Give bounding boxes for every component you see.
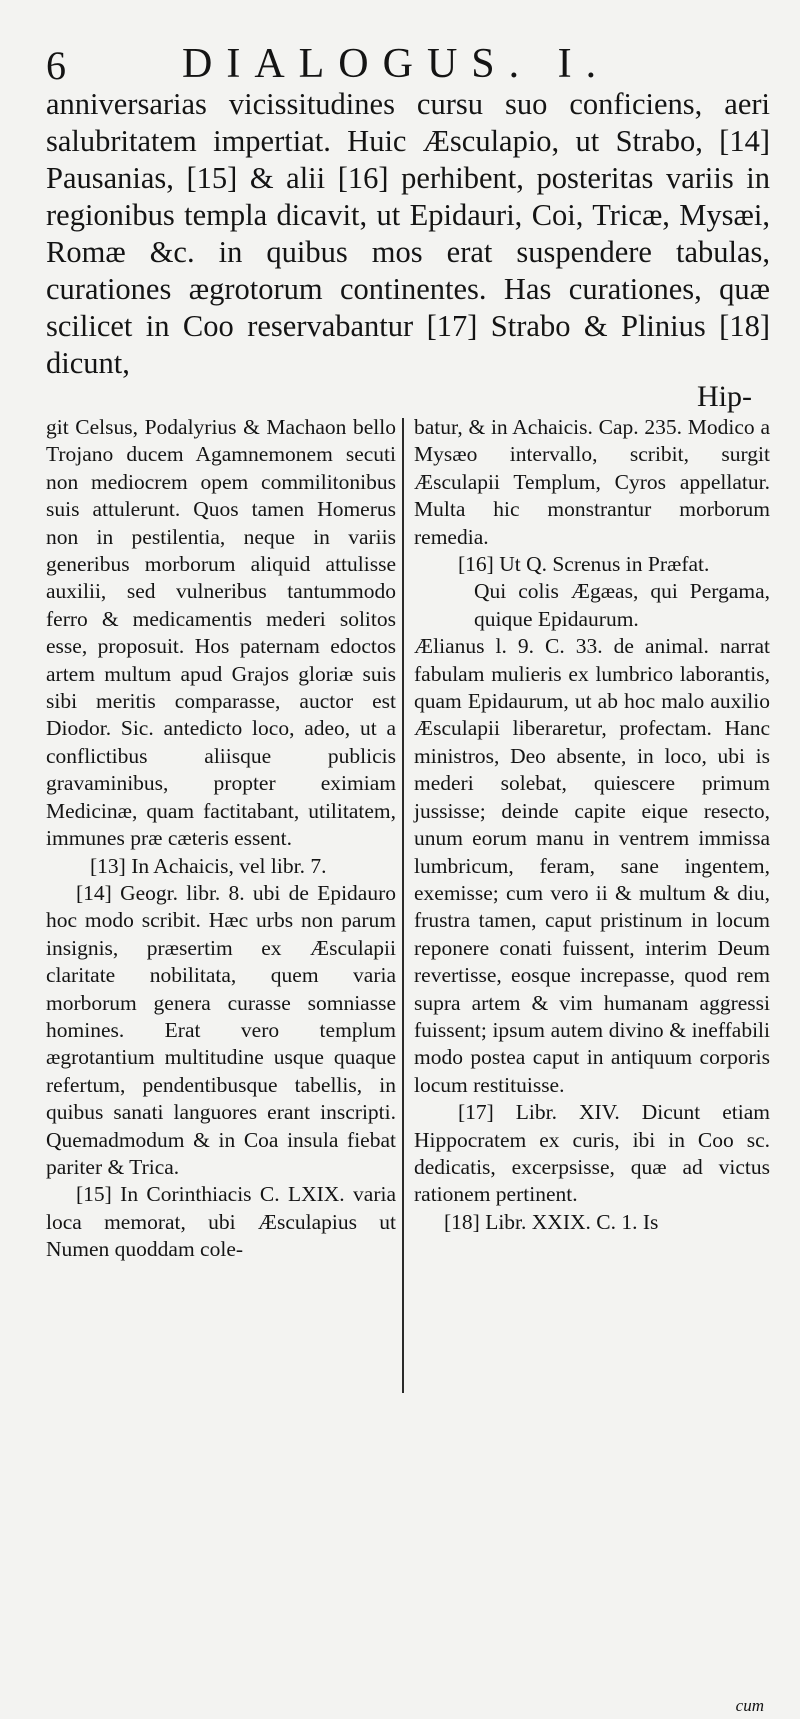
- footnote-16: [16] Ut Q. Screnus in Præfat.: [458, 552, 710, 577]
- footnote-15: [15] In Corinthiacis C. LXIX. varia loca memorat, ubi Æsculapius ut Numen quoddam cole-: [46, 1182, 396, 1262]
- footnote-14: [14] Geogr. libr. 8. ubi de Epidauro hoc modo scribit. Hæc urbs non parum insignis, præsertim ex Æsculapii claritate nobilitata, quem varia morborum genera curasse somniasse homines. Erat vero templum ægrotantium multitudine usque quaque refertum, pendentibusque tabellis, in quibus sanati languores erant inscripti. Quemadmodum & in Coa insula fiebat pariter & Trica.: [46, 880, 396, 1179]
- footnote-18: [18] Libr. XXIX. C. 1. Is: [444, 1209, 659, 1234]
- page-number: 6: [46, 43, 66, 88]
- footnote-16-text: Ælianus l. 9. C. 33. de animal. narrat fabulam mulieris ex lumbrico laborantis, quam Epidaurum, ut ab hoc malo auxilio Æsculapii liberaretur, profectam. Hanc ministros, Deo absente, in loco, ubi is mederi solebat, quiescere primum jussisse; deinde capite eique resecto, unum eorum manu in ventrem immissa lumbricum, feram, sane ingentem, exemisse; cum vero ii & multum & diu, frustra tamen, caput pristinum in locum reponere conati fuissent, interim Deum revertisse, eosque increpasse, quod rem supra artem & vim humanam aggressi fuissent; ipsum autem divino & ineffabili modo postea caput in antiquum corporis locum restituisse.: [414, 634, 770, 1097]
- footnote-17: [17] Libr. XIV. Dicunt etiam Hippocratem ex curis, ibi in Coo sc. dedicatis, excerpsisse, quæ ad victus rationem pertinent.: [414, 1100, 770, 1207]
- column-divider: [402, 418, 404, 1393]
- running-title: DIALOGUS. I.: [182, 41, 611, 87]
- page-header: [46, 40, 740, 88]
- footnotes: [46, 414, 774, 1715]
- footnotes-right-column: [414, 414, 770, 1715]
- footnote-15-continuation: batur, & in Achaicis. Cap. 235. Modico a Mysæo intervallo, scribit, surgit Æsculapii Templum, Cyros appellatur. Multa hic monstrantur morborum remedia.: [414, 415, 770, 549]
- footnotes-left-column: [46, 414, 396, 1264]
- main-text: [46, 86, 770, 382]
- catchword: Hip-: [697, 380, 752, 413]
- footnote-catchword: cum: [735, 1696, 764, 1715]
- footnote-16-verse: Qui colis Ægæas, qui Pergama, quique Epidaurum.: [474, 579, 770, 631]
- main-paragraph: anniversarias vicissitudines cursu suo conficiens, aeri salubritatem impertiat. Huic Æsculapio, ut Strabo, [14] Pausanias, [15] & alii [16] perhibent, posteritas variis in regionibus templa dicavit, ut Epidauri, Coi, Tricæ, Mysæi, Romæ &c. in quibus mos erat suspendere tabulas, curationes ægrotorum continentes. Has curationes, quæ scilicet in Coo reservabantur [17] Strabo & Plinius [18] dicunt,: [46, 87, 770, 380]
- footnote-13: [13] In Achaicis, vel libr. 7.: [90, 853, 327, 878]
- footnote-12-continuation: git Celsus, Podalyrius & Machaon bello Trojano ducem Agamnemonem secuti non mediocrem opem commilitonibus suis attulerunt. Quos tamen Homerus non in pestilentia, neque in variis generibus morborum aliquid attulisse auxilii, sed vulneribus tantummodo ferro & medicamentis mederi solitos esse, proposuit. Hos paternam edoctos artem multum apud Grajos gloriæ suis sibi meritis comparasse, auctor est Diodor. Sic. antedicto loco, adeo, ut a conflictibus aliisque publicis gravaminibus, propter eximiam Medicinæ, quam factitabant, utilitatem, immunes præ cæteris essent.: [46, 415, 396, 851]
